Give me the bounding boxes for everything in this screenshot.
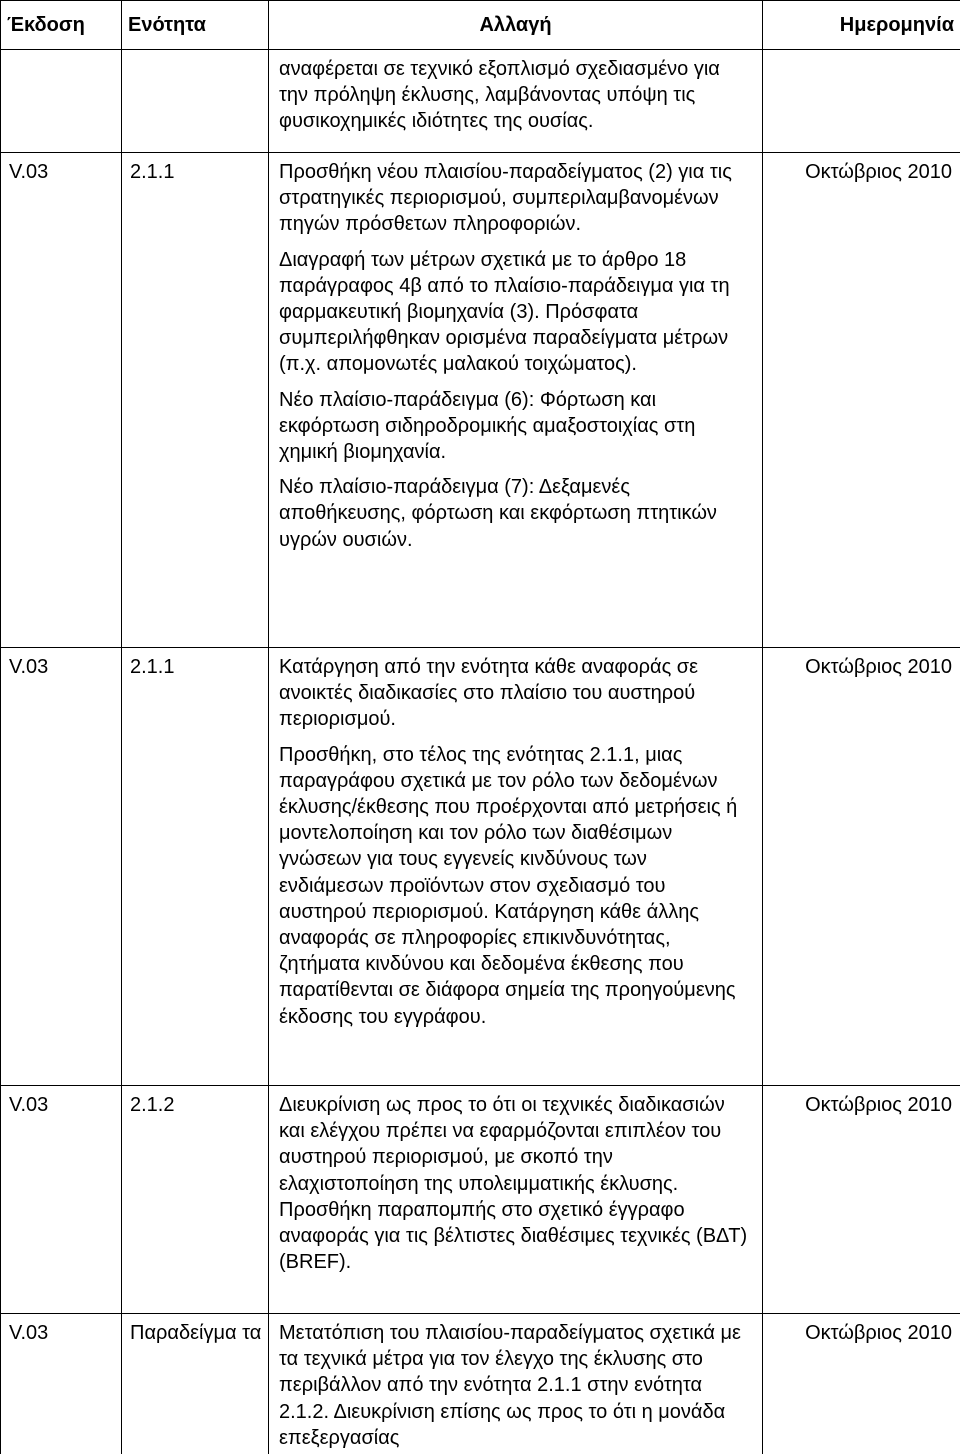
cell-date: Οκτώβριος 2010 <box>763 1086 960 1314</box>
cell-change <box>269 1314 763 1454</box>
cell-change <box>269 1086 763 1314</box>
cell-date: Οκτώβριος 2010 <box>763 648 960 1086</box>
change-paragraph: αναφέρεται σε τεχνικό εξοπλισμό σχεδιασμένο για την πρόληψη έκλυσης, λαμβάνοντας υπόψη τις φυσικοχημικές ιδιότητες της ουσίας. <box>279 58 720 133</box>
cell-section: 2.1.1 <box>122 153 269 648</box>
change-paragraph: Μετατόπιση του πλαισίου-παραδείγματος σχετικά με τα τεχνικά μέτρα για τον έλεγχο της έκλυσης στο περιβάλλον από την ενότητα 2.1.1 στην ενότητα 2.1.2. Διευκρίνιση επίσης ως προς το ότι η μονάδα επεξεργασίας <box>279 1322 741 1449</box>
cell-section: Παραδείγμα τα <box>122 1314 269 1454</box>
cell-version <box>1 50 122 153</box>
cell-change <box>269 153 763 648</box>
cell-version: V.03 <box>1 648 122 1086</box>
header-change: Αλλαγή <box>269 1 763 50</box>
cell-version: V.03 <box>1 1086 122 1314</box>
table-row <box>1 153 960 648</box>
change-paragraph: Προσθήκη νέου πλαισίου-παραδείγματος (2) για τις στρατηγικές περιορισμού, συμπεριλαμβανομένων πηγών πρόσθετων πληροφοριών. <box>279 161 732 236</box>
cell-date: Οκτώβριος 2010 <box>763 1314 960 1454</box>
cell-section: 2.1.2 <box>122 1086 269 1314</box>
cell-change <box>269 648 763 1086</box>
cell-date <box>763 50 960 153</box>
change-paragraph: Νέο πλαίσιο-παράδειγμα (6): Φόρτωση και εκφόρτωση σιδηροδρομικής αμαξοστοιχίας στη χημική βιομηχανία. <box>279 388 696 464</box>
cell-section: 2.1.1 <box>122 648 269 1086</box>
header-version: Έκδοση <box>1 1 122 50</box>
header-section: Ενότητα <box>122 1 269 50</box>
cell-date: Οκτώβριος 2010 <box>763 153 960 648</box>
header-date: Ημερομηνία <box>763 1 960 50</box>
change-paragraph: Διευκρίνιση ως προς το ότι οι τεχνικές διαδικασιών και ελέγχου πρέπει να εφαρμόζονται επιπλέον του αυστηρού περιορισμού, με σκοπό την ελαχιστοποίηση της υπολειμματικής έκλυσης. Προσθήκη παραπομπής στο σχετικό έγγραφο αναφοράς για τις βέλτιστες διαθέσιμες τεχνικές (ΒΔΤ) (BREF). <box>279 1094 748 1274</box>
change-paragraph: Νέο πλαίσιο-παράδειγμα (7): Δεξαμενές αποθήκευσης, φόρτωση και εκφόρτωση πτητικών υγρών ουσιών. <box>279 476 717 551</box>
table-row <box>1 1314 960 1454</box>
change-paragraph: Κατάργηση από την ενότητα κάθε αναφοράς σε ανοικτές διαδικασίες στο πλαίσιο του αυστηρού περιορισμού. <box>279 656 699 731</box>
cell-section <box>122 50 269 153</box>
change-paragraph: Διαγραφή των μέτρων σχετικά με το άρθρο 18 παράγραφος 4β από το πλαίσιο-παράδειγμα για τη φαρμακευτική βιομηχανία (3). Πρόσφατα συμπεριλήφθηκαν ορισμένα παραδείγματα μέτρων (π.χ. απομονωτές μαλακού τοιχώματος). <box>279 248 730 376</box>
cell-change <box>269 50 763 153</box>
cell-version: V.03 <box>1 1314 122 1454</box>
change-paragraph: Προσθήκη, στο τέλος της ενότητας 2.1.1, μιας παραγράφου σχετικά με τον ρόλο των δεδομένων έκλυσης/έκθεσης που προέρχονται από μετρήσεις ή μοντελοποίηση και τον ρόλο των διαθέσιμων γνώσεων για τους εγγενείς κινδύνους των ενδιάμεσων προϊόντων στον σχεδιασμό του αυστηρού περιορισμού. Κατάργηση κάθε άλλης αναφοράς σε πληροφορίες επικινδυνότητας, ζητήματα κινδύνου και δεδομένα έκθεσης που παρατίθενται σε διάφορα σημεία της προηγούμενης έκδοσης του εγγράφου. <box>279 743 738 1028</box>
table-row <box>1 50 960 153</box>
cell-version: V.03 <box>1 153 122 648</box>
table-row <box>1 648 960 1086</box>
table-header-row <box>1 1 960 50</box>
table-row <box>1 1086 960 1314</box>
